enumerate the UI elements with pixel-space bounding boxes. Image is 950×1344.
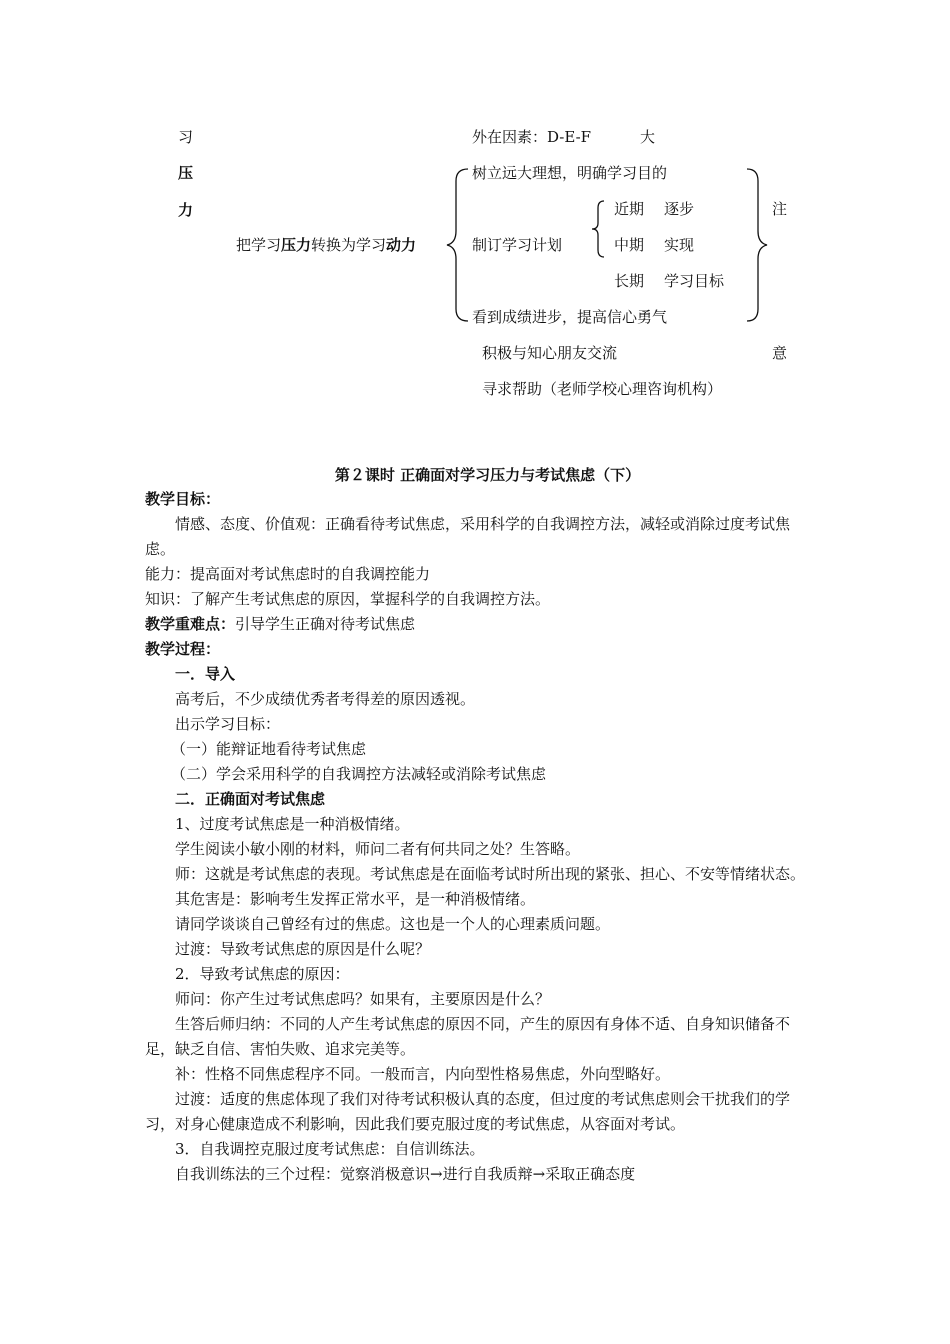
para-3: 师：这就是考试焦虑的表现。考试焦虑是在面临考试时所出现的紧张、担心、不安等情绪状态。: [175, 865, 806, 883]
yi-char: 意: [772, 344, 788, 362]
branch-ideal: 树立远大理想，明确学习目的: [472, 164, 668, 182]
para-1: 1、过度考试焦虑是一种消极情绪。: [175, 815, 410, 833]
term-near: 近期: [614, 200, 645, 218]
intro-p2: 出示学习目标：: [175, 715, 281, 733]
process-heading: 教学过程：: [145, 640, 221, 658]
intro-goal-1: （一）能辩证地看待考试焦虑: [171, 740, 367, 758]
da-char: 大: [640, 128, 656, 146]
para-11: 过渡：适度的焦虑体现了我们对待考试积极认真的态度，但过度的考试焦虑则会干扰我们的学习，对身心健康造成不利影响，因此我们要克服过度的考试焦虑，从容面对考试。: [145, 1090, 791, 1133]
section-intro-heading: 一．导入: [175, 665, 236, 683]
term-long: 长期: [614, 272, 645, 290]
goal-target: 学习目标: [664, 272, 725, 290]
left-char-ya: 压: [178, 164, 194, 182]
para-13: 自我训练法的三个过程：觉察消极意识→进行自我质辩→采取正确态度: [175, 1165, 636, 1183]
difficulty-line: 教学重难点：引导学生正确对待考试焦虑: [145, 615, 416, 633]
goal-achieve: 实现: [664, 236, 695, 254]
left-brace-icon: [444, 165, 472, 325]
para-10: 补：性格不同焦虑程序不同。一般而言，内向型性格易焦虑，外向型略好。: [175, 1065, 671, 1083]
external-factors: 外在因素：D-E-F: [472, 128, 592, 146]
para-8: 师问：你产生过考试焦虑吗？如果有，主要原因是什么？: [175, 990, 551, 1008]
para-7: 2．导致考试焦虑的原因：: [175, 965, 350, 983]
para-9: 生答后师归纳：不同的人产生考试焦虑的原因不同，产生的原因有身体不适、自身知识储备不足，缺乏自信、害怕失败、追求完美等。: [145, 1015, 791, 1058]
lesson-body: [145, 487, 810, 1187]
para-5: 请同学谈谈自己曾经有过的焦虑。这也是一个人的心理素质问题。: [175, 915, 611, 933]
zhu-char: 注: [772, 200, 788, 218]
para-12: 3．自我调控克服过度考试焦虑：自信训练法。: [175, 1140, 485, 1158]
left-char-xi: 习: [178, 128, 194, 146]
lesson-title: 第２课时 正确面对学习压力与考试焦虑（下）: [334, 466, 641, 484]
branch-progress: 看到成绩进步，提高信心勇气: [472, 308, 668, 326]
intro-goal-2: （二）学会采用科学的自我调控方法减轻或消除考试焦虑: [171, 765, 547, 783]
ability-text: 能力：提高面对考试焦虑时的自我调控能力: [145, 565, 431, 583]
goal-step: 逐步: [664, 200, 695, 218]
section-anxiety-heading: 二．正确面对考试焦虑: [175, 790, 326, 808]
right-brace-icon: [744, 165, 770, 325]
term-mid: 中期: [614, 236, 645, 254]
para-2: 学生阅读小敏小刚的材料，师问二者有何共同之处？生答略。: [175, 840, 581, 858]
para-4: 其危害是：影响考生发挥正常水平，是一种消极情绪。: [175, 890, 536, 908]
extra-friends: 积极与知心朋友交流: [482, 344, 618, 362]
para-6: 过渡：导致考试焦虑的原因是什么呢？: [175, 940, 431, 958]
plan-brace-icon: [588, 198, 608, 260]
root-label: 把学习压力转换为学习动力: [236, 236, 417, 254]
intro-p1: 高考后，不少成绩优秀者考得差的原因透视。: [175, 690, 476, 708]
extra-help: 寻求帮助（老师学校心理咨询机构）: [482, 380, 723, 398]
knowledge-text: 知识：了解产生考试焦虑的原因，掌握科学的自我调控方法。: [145, 590, 551, 608]
left-char-li: 力: [178, 201, 194, 219]
branch-plan: 制订学习计划: [472, 236, 563, 254]
objectives-heading: 教学目标：: [145, 490, 221, 508]
objectives-text: 情感、态度、价值观：正确看待考试焦虑，采用科学的自我调控方法，减轻或消除过度考试焦虑。: [145, 515, 791, 558]
